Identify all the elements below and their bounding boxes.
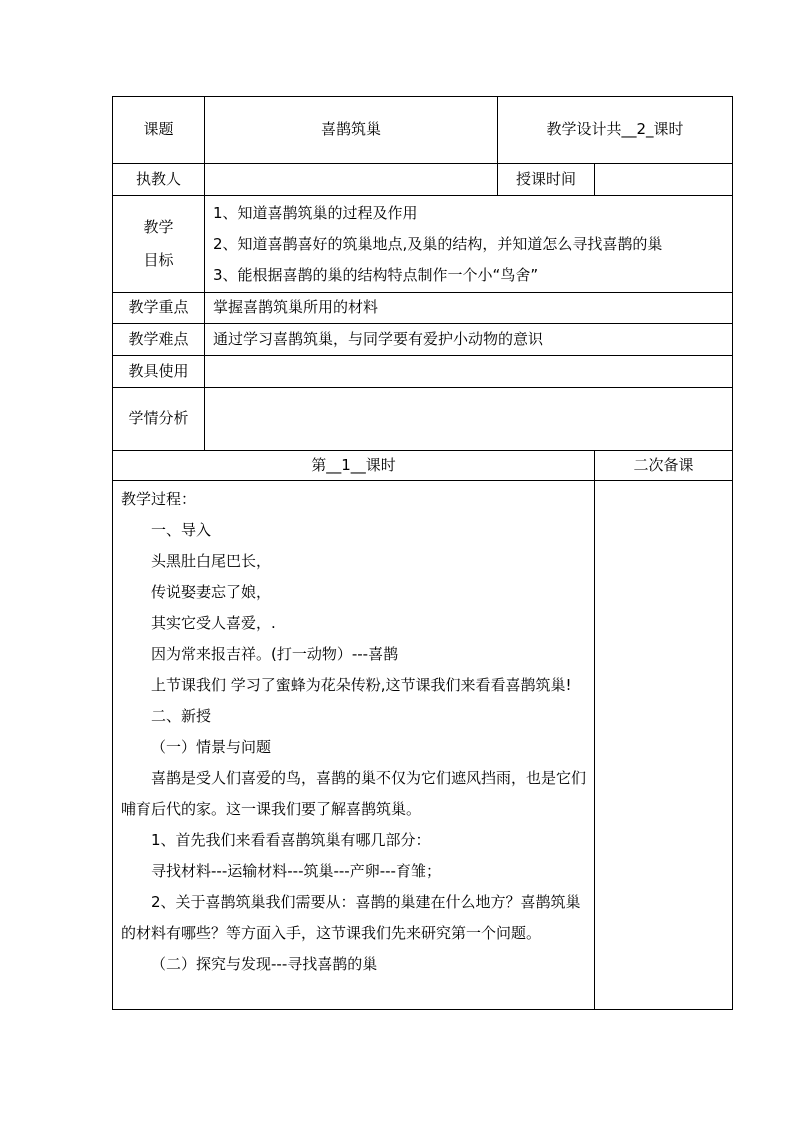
subsection-heading: （一）情景与问题: [151, 738, 272, 756]
key-point-label: 教学重点: [113, 293, 205, 324]
riddle-line: 其实它受人喜爱，.: [151, 614, 276, 632]
difficult-point-value: 通过学习喜鹊筑巢，与同学要有爱护小动物的意识: [205, 324, 733, 356]
analysis-label: 学情分析: [113, 388, 205, 451]
teacher-value: [205, 164, 498, 196]
class-time-label: 授课时间: [498, 164, 595, 196]
tools-row: [113, 356, 733, 388]
second-prep-notes: [595, 481, 733, 1010]
riddle-line: 传说娶妻忘了娘，: [151, 583, 272, 601]
tools-value: [205, 356, 733, 388]
difficult-point-label: 教学难点: [113, 324, 205, 356]
teacher-row: [113, 164, 733, 196]
goals-label-line1: 教学: [143, 218, 174, 236]
analysis-value: [205, 388, 733, 451]
teacher-label: 执教人: [113, 164, 205, 196]
transition-paragraph: 上节课我们 学习了蜜蜂为花朵传粉,这节课我们来看看喜鹊筑巢!: [151, 676, 572, 694]
step-line: 1、首先我们来看看喜鹊筑巢有哪几部分：: [151, 831, 431, 849]
tools-label: 教具使用: [113, 356, 205, 388]
subject-label: 课题: [113, 97, 205, 164]
riddle-line: 因为常来报吉祥。(打一动物）---喜鹊: [151, 645, 399, 663]
question-paragraph: 2、关于喜鹊筑巢我们需要从：喜鹊的巢建在什么地方？喜鹊筑巢的材料有哪些？等方面入手，这节课我们先来研究第一个问题。: [121, 893, 581, 942]
second-prep-header: 二次备课: [595, 451, 733, 481]
context-paragraph: 喜鹊是受人们喜爱的鸟，喜鹊的巢不仅为它们遮风挡雨，也是它们哺育后代的家。这一课我们要了解喜鹊筑巢。: [121, 769, 587, 818]
step-line: 寻找材料---运输材料---筑巢---产卵---育雏；: [151, 862, 441, 880]
lesson-title: 第__1__课时: [113, 451, 595, 481]
class-time-value: [595, 164, 733, 196]
section-new-heading: 二、新授: [151, 707, 212, 725]
subject-row: [113, 97, 733, 164]
goal-item: 3、能根据喜鹊的巢的结构特点制作一个小“鸟舍”: [213, 265, 539, 284]
goals-label: [113, 196, 205, 293]
teaching-process: [113, 481, 595, 1010]
key-point-value: 掌握喜鹊筑巢所用的材料: [205, 293, 733, 324]
periods-count: 教学设计共__2_课时: [498, 97, 733, 164]
section-intro-heading: 一、导入: [151, 521, 212, 539]
subsection-heading: （二）探究与发现---寻找喜鹊的巢: [151, 955, 378, 973]
goals-list: [205, 196, 733, 293]
subject-value: 喜鹊筑巢: [205, 97, 498, 164]
process-heading: 教学过程：: [121, 490, 197, 508]
key-point-row: [113, 293, 733, 324]
riddle-line: 头黑肚白尾巴长，: [151, 552, 272, 570]
process-row: [113, 481, 733, 1010]
goals-row: [113, 196, 733, 293]
difficult-point-row: [113, 324, 733, 356]
goal-item: 2、知道喜鹊喜好的筑巢地点,及巢的结构，并知道怎么寻找喜鹊的巢: [213, 234, 663, 253]
goals-label-line2: 目标: [143, 251, 174, 269]
lesson-plan-table: [112, 96, 733, 1010]
lesson-header-row: [113, 451, 733, 481]
analysis-row: [113, 388, 733, 451]
goal-item: 1、知道喜鹊筑巢的过程及作用: [213, 203, 418, 222]
